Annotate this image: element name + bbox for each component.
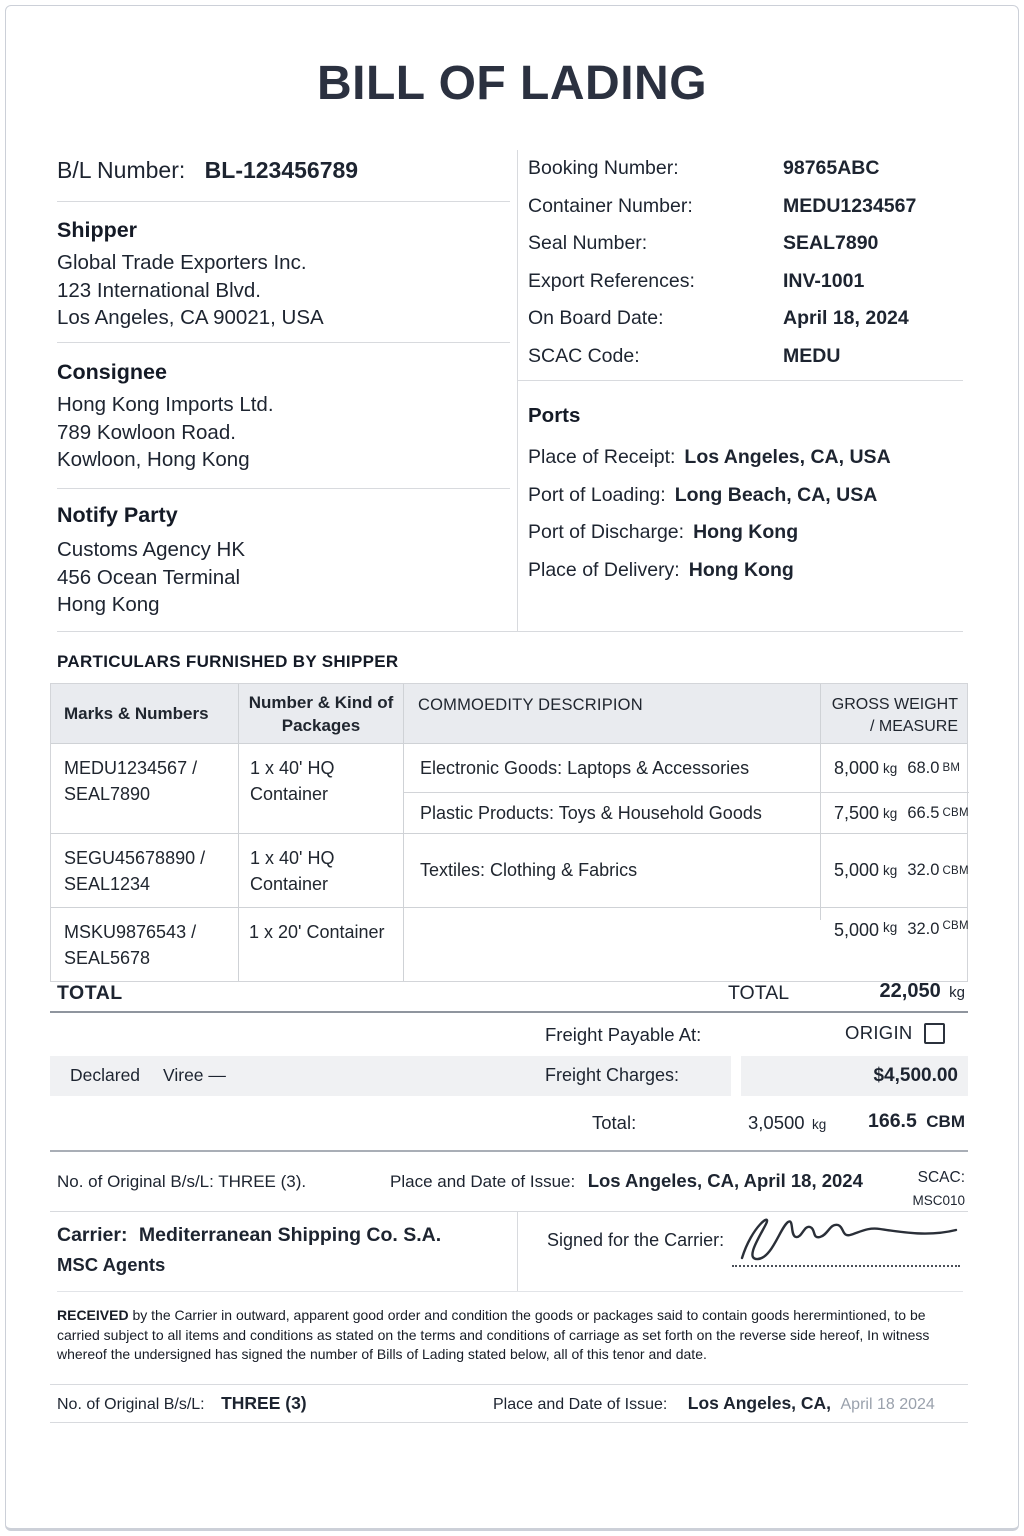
freight-charges-value: $4,500.00 xyxy=(873,1065,958,1086)
weight-measure-cell xyxy=(821,744,969,792)
table-header-row xyxy=(51,684,967,743)
measure-unit: BM xyxy=(942,762,961,774)
measure-unit: CBM xyxy=(942,920,969,932)
measure-unit: CBM xyxy=(942,807,969,819)
port-label: Place of Delivery: xyxy=(528,558,680,581)
commodity-description xyxy=(404,908,821,920)
grand-total-measure-unit: CBM xyxy=(926,1112,965,1131)
weight-value: 8,000 xyxy=(834,757,880,778)
detail-value: 98765ABC xyxy=(783,157,880,179)
scac-value: MSC010 xyxy=(912,1193,965,1208)
total-weight-unit: kg xyxy=(949,984,965,1001)
declared-value-row xyxy=(50,1056,731,1096)
port-row xyxy=(528,519,891,545)
detail-label: Booking Number: xyxy=(528,157,679,179)
total-weight-value: 22,050 xyxy=(879,980,941,1002)
shipper-line: 123 International Blvd. xyxy=(57,278,261,302)
column-header-commodity: COMMOEDITY DESCRIPION xyxy=(404,684,821,743)
particulars-heading: PARTICULARS FURNISHED BY SHIPPER xyxy=(57,652,399,671)
measure-unit: CBM xyxy=(942,864,969,877)
detail-value: April 18, 2024 xyxy=(783,307,909,329)
footer-issue-place: Los Angeles, CA, xyxy=(687,1393,832,1413)
commodity-description: Electronic Goods: Laptops & Accessories xyxy=(404,744,821,792)
received-clause xyxy=(57,1306,965,1365)
port-row xyxy=(528,557,891,583)
bl-number-value: BL-123456789 xyxy=(204,157,359,183)
consignee-line: Kowloon, Hong Kong xyxy=(57,448,250,471)
marks-cell: SEGU45678890 / SEAL1234 xyxy=(51,834,239,907)
signed-for-carrier-label: Signed for the Carrier: xyxy=(547,1230,725,1250)
port-label: Port of Discharge: xyxy=(528,521,685,543)
ports-heading: Ports xyxy=(528,404,581,427)
carrier-name: Mediterranean Shipping Co. S.A. xyxy=(138,1224,442,1246)
packages-cell: 1 x 40' HQ Container xyxy=(239,834,404,907)
ports-list xyxy=(528,444,891,583)
column-header-marks: Marks & Numbers xyxy=(51,684,239,743)
detail-label: Seal Number: xyxy=(528,232,648,254)
detail-value: SEAL7890 xyxy=(783,232,879,254)
bl-number-row xyxy=(57,157,358,184)
signature-line xyxy=(732,1265,960,1267)
detail-row xyxy=(528,344,964,368)
weight-measure-cell xyxy=(821,834,975,907)
declared-label: Declared xyxy=(70,1065,141,1085)
commodity-line xyxy=(404,908,969,981)
footer-originals-label: No. of Original B/s/L: xyxy=(57,1396,205,1413)
measure-value: 66.5 xyxy=(907,803,940,822)
carrier-signature xyxy=(728,1208,966,1266)
origin-checkbox[interactable] xyxy=(924,1023,945,1044)
port-value: Los Angeles, CA, USA xyxy=(684,446,891,468)
booking-details xyxy=(528,156,964,368)
received-lead: RECEIVED xyxy=(57,1307,129,1323)
issue-place-label: Place and Date of Issue: xyxy=(390,1172,576,1191)
detail-row xyxy=(528,306,964,330)
shipper-address xyxy=(57,249,324,332)
particulars-table xyxy=(50,683,968,982)
port-row xyxy=(528,482,891,508)
consignee-line: 789 Kowloon Road. xyxy=(57,420,236,444)
shipper-line: Los Angeles, CA 90021, USA xyxy=(57,306,324,329)
weight-unit: kg xyxy=(883,760,898,776)
detail-value: MEDU xyxy=(783,344,841,367)
footer-issue-group xyxy=(493,1393,935,1414)
grand-total-measure xyxy=(805,1110,965,1133)
originals-text: No. of Original B/s/L: THREE (3). xyxy=(57,1172,307,1191)
detail-value: INV-1001 xyxy=(783,269,865,292)
commodity-description: Plastic Products: Toys & Household Goods xyxy=(404,793,821,833)
packages-cell: 1 x 40' HQ Container xyxy=(239,744,404,833)
detail-label: Container Number: xyxy=(528,194,693,217)
port-value: Long Beach, CA, USA xyxy=(674,483,878,506)
port-label: Place of Receipt: xyxy=(528,446,676,468)
weight-measure-cell xyxy=(821,908,975,941)
shipper-heading: Shipper xyxy=(57,218,138,242)
scac-label: SCAC: xyxy=(917,1169,965,1186)
notify-party-line: Hong Kong xyxy=(57,593,160,616)
freight-charges-cell xyxy=(741,1056,968,1096)
received-text: by the Carrier in outward, apparent good order and condition the goods or packages said to contain goods herermintioned, to be carried subject to all items and conditions as stated on the terms and conditions of carriage as set forth on the reverse side hereof, In witness whereof the undersigned has signed the number of Bills of Lading stated below, all of this tenor and date. xyxy=(57,1307,930,1362)
total-label-left: TOTAL xyxy=(57,982,123,1004)
carrier-line xyxy=(57,1224,441,1247)
detail-label: On Board Date: xyxy=(528,307,664,329)
carrier-agents: MSC Agents xyxy=(57,1254,166,1275)
weight-unit: kg xyxy=(883,805,898,821)
weight-value: 5,000 xyxy=(834,920,880,940)
detail-value: MEDU1234567 xyxy=(783,194,917,217)
detail-label: Export References: xyxy=(528,269,695,292)
grand-total-label: Total: xyxy=(592,1112,637,1133)
detail-row xyxy=(528,269,964,293)
measure-value: 68.0 xyxy=(907,758,940,777)
detail-row xyxy=(528,156,964,180)
measure-value: 32.0 xyxy=(907,920,940,938)
consignee-line: Hong Kong Imports Ltd. xyxy=(57,393,274,416)
port-value: Hong Kong xyxy=(693,521,799,543)
footer-originals-value: THREE (3) xyxy=(221,1393,307,1413)
column-header-packages: Number & Kind of Packages xyxy=(239,684,404,743)
table-row xyxy=(51,743,967,833)
port-value: Hong Kong xyxy=(688,558,794,581)
grand-total-weight-value: 3,0500 xyxy=(748,1112,805,1133)
carrier-label: Carrier: xyxy=(57,1224,128,1246)
grand-total-measure-value: 166.5 xyxy=(868,1110,917,1132)
consignee-heading: Consignee xyxy=(57,360,167,384)
marks-cell: MEDU1234567 / SEAL7890 xyxy=(51,744,239,833)
page-title: BILL OF LADING xyxy=(316,57,708,110)
commodity-line xyxy=(404,792,969,833)
freight-payable-value: ORIGIN xyxy=(845,1022,913,1043)
detail-row xyxy=(528,194,964,218)
notify-party-line: 456 Ocean Terminal xyxy=(57,565,241,589)
weight-unit: kg xyxy=(883,863,898,878)
freight-payable-label: Freight Payable At: xyxy=(545,1024,702,1045)
footer-issue-label: Place and Date of Issue: xyxy=(493,1396,668,1413)
notify-party-heading: Notify Party xyxy=(57,503,178,527)
detail-row xyxy=(528,231,964,255)
freight-payable-value-group xyxy=(845,1022,945,1044)
commodity-line xyxy=(404,744,969,792)
weight-value: 7,500 xyxy=(834,802,880,823)
consignee-address xyxy=(57,391,274,474)
issue-place-group xyxy=(390,1170,863,1192)
notify-party-address xyxy=(57,536,245,619)
total-label-right: TOTAL xyxy=(728,982,790,1004)
table-row xyxy=(51,907,967,981)
column-header-gross: GROSS WEIGHT / MEASURE xyxy=(831,696,958,735)
weight-measure-cell xyxy=(821,793,975,833)
port-row xyxy=(528,444,891,470)
bl-number-label: B/L Number: xyxy=(57,157,186,183)
commodity-line xyxy=(404,834,969,907)
table-row xyxy=(51,833,967,907)
detail-label: SCAC Code: xyxy=(528,344,640,367)
notify-party-line: Customs Agency HK xyxy=(57,538,245,561)
measure-value: 32.0 xyxy=(907,861,940,879)
shipper-line: Global Trade Exporters Inc. xyxy=(57,251,307,274)
grand-total-weight-unit: kg xyxy=(812,1117,827,1132)
packages-cell: 1 x 20' Container xyxy=(239,908,404,981)
port-label: Port of Loading: xyxy=(528,483,666,506)
total-weight xyxy=(800,980,965,1003)
commodity-description: Textiles: Clothing & Fabrics xyxy=(404,834,821,907)
issue-place-value: Los Angeles, CA, April 18, 2024 xyxy=(587,1170,863,1191)
marks-cell: MSKU9876543 / SEAL5678 xyxy=(51,908,239,981)
footer-originals-group xyxy=(57,1393,307,1414)
freight-charges-label: Freight Charges: xyxy=(545,1065,680,1085)
declared-value: Viree — xyxy=(163,1065,226,1085)
weight-unit: kg xyxy=(883,920,898,935)
footer-issue-date: April 18 2024 xyxy=(840,1396,935,1413)
weight-value: 5,000 xyxy=(834,860,880,880)
